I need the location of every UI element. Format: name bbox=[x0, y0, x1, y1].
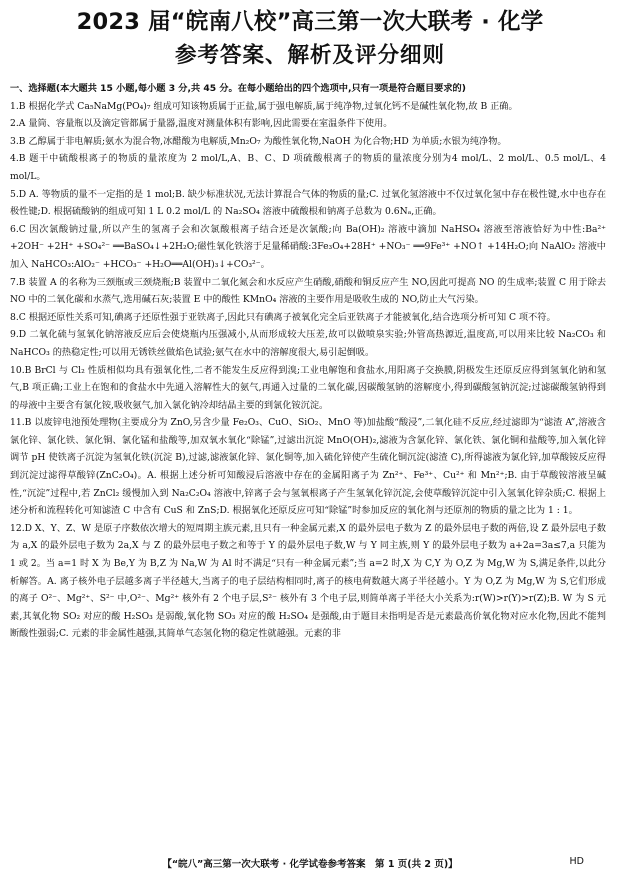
answer-explanation: BrCl 与 Cl₂ 性质相似均具有强氧化性,二者不能发生反应得到溴;工业电解饱和食盐水,用阳离子交换膜,阴极发生还原反应得到氢氧化钠和氢气,B 项正确;工业上在饱和的食盐水中先通入溶解性大的氨气,再通入过量的二氧化碳,因碳酸氢钠的溶解度小,得到碳酸氢钠沉淀;过滤碳酸氢钠得到的母液中主要含有氯化铵,吸收氨气,加入氯化钠冷却结晶主要的到氯化铵沉淀。 bbox=[10, 364, 606, 411]
answer-item bbox=[10, 309, 606, 327]
answer-number: 4.B bbox=[10, 153, 26, 165]
answer-number: 7.B bbox=[10, 276, 26, 288]
answer-item bbox=[10, 186, 606, 221]
page-footer bbox=[0, 856, 620, 870]
answer-number: 12.D bbox=[10, 522, 32, 534]
answer-item bbox=[10, 520, 606, 643]
answer-explanation: 根据化学式 Ca₅NaMg(PO₄)₇ 组成可知该物质属于正盐,属于强电解质,属于纯净物,过氧化钙不是碱性氧化物,故 B 正确。 bbox=[28, 100, 518, 112]
answer-item bbox=[10, 150, 606, 185]
answer-explanation: 因次氯酸钠过量,所以产生的氢离子会和次氯酸根离子结合还是次氯酸;向 Ba(OH)₂ 溶液中滴加 NaHSO₄ 溶液至溶液恰好为中性:Ba²⁺ +2OH⁻ +2H⁺ +SO₄²⁻ ══BaSO₄↓+2H₂O;磁性氧化铁溶于足量稀硝酸:3Fe₃O₄+28H⁺ +NO₃⁻ ══9Fe³⁺ +NO↑ +14H₂O;向 NaAlO₂ 溶液中加入 NaHCO₃:AlO₂⁻ +HCO₃⁻ +H₂O══Al(OH)₃↓+CO₃²⁻。 bbox=[10, 223, 606, 270]
answer-number: 2.A bbox=[10, 118, 26, 130]
answer-item bbox=[10, 326, 606, 361]
answer-explanation: 二氧化硫与氢氧化钠溶液反应后会使烧瓶内压强减小,从而形成较大压差,故可以做喷泉实验;外管高热源近,温度高,可以用来比较 Na₂CO₃ 和 NaHCO₃ 的热稳定性;可以用无锈铁丝做焰色试验;氨气在水中的溶解度很大,易引起倒吸。 bbox=[10, 329, 606, 358]
answer-item bbox=[10, 115, 606, 133]
answer-number: 6.C bbox=[10, 223, 26, 235]
answer-explanation: 乙醇属于非电解质;氨水为混合物,冰醋酸为电解质,Mn₂O₇ 为酸性氧化物,NaOH 为化合物;HD 为单质;水银为纯净物。 bbox=[28, 135, 507, 147]
answer-item bbox=[10, 221, 606, 274]
page-title: 2023 届“皖南八校”高三第一次大联考 · 化学 bbox=[76, 9, 544, 35]
answer-body bbox=[10, 80, 606, 643]
answer-explanation: 题干中硫酸根离子的物质的量浓度为 2 mol/L,A、B、C、D 项硫酸根离子的物质的量浓度分别为4 mol/L、2 mol/L、0.5 mol/L、4 mol/L。 bbox=[10, 153, 606, 182]
answer-explanation: 根据还原性关系可知,碘离子还原性强于亚铁离子,因此只有碘离子被氧化完全后亚铁离子才能被氧化,结合选项分析可知 C 项不符。 bbox=[28, 311, 556, 323]
answer-explanation: X、Y、Z、W 是原子序数依次增大的短周期主族元素,且只有一种金属元素,X 的最外层电子数为 Z 的最外层电子数的两倍,设 Z 最外层电子数为 a,X 的最外层电子数为 2a,X 与 Z 的最外层电子数之和等于 Y 的最外层电子数,W 与 Y 同主族,则 Y 的最外层电子数为 a+2a=3a≤7,a 只能为 1 或 2。当 a=1 时 X 为 Be,Y 为 B,Z 为 Na,W 为 Al 时不满足“只有一种金属元素”;当 a=2 时,X 为 C,Y 为 O,Z 为 Mg,W 为 S,满足条件,以此分析解答。A. 离子核外电子层越多离子半径越大,当离子的电子层结构相同时,离子的核电荷数越大离子半径越小。Y 为 O,Z 为 Mg,W 为 S,它们形成的离子 O²⁻、Mg²⁺、S²⁻ 中,O²⁻、Mg²⁺ 核外有 2 个电子层,S²⁻ 核外有 3 个电子层,则简单离子半径大小关系为:r(W)>r(Y)>r(Z);B. W 为 S 元素,其氧化物 SO₂ 对应的酸 H₂SO₃ 是弱酸,氧化物 SO₃ 对应的酸 H₂SO₄ 是强酸,由于题目未指明是否是元素最高价氧化物对应水化物,因此不能判断酸性强弱;C. 元素的非金属性越强,其简单气态氢化物的稳定性就越强。元素的非 bbox=[10, 522, 606, 640]
answer-item bbox=[10, 98, 606, 116]
answer-number: 11.B bbox=[10, 417, 32, 429]
answer-explanation: A. 等物质的量不一定指的是 1 mol;B. 缺少标准状况,无法计算混合气体的物质的量;C. 过氧化氢溶液中不仅过氧化氢中存在极性键,水中也存在极性键;D. 根据硫酸钠的组成可知 1 L 0.2 mol/L 的 Na₂SO₄ 溶液中硫酸根和钠离子总数为 0.6Nₐ,正确。 bbox=[10, 188, 607, 218]
answer-explanation: 装置 A 的名称为三颈瓶或三颈烧瓶;B 装置中二氧化氮会和水反应产生硝酸,硝酸和铜反应产生 NO,因此可提高 NO 的生成率;装置 C 用于除去 NO 中的二氧化碳和水蒸气,选用碱石灰;装置 E 中的酸性 KMnO₄ 溶液的主要作用是吸收生成的 NO,防止大气污染。 bbox=[10, 276, 607, 306]
answer-number: 9.D bbox=[10, 329, 27, 341]
answer-item bbox=[10, 414, 606, 520]
answer-number: 8.C bbox=[10, 311, 26, 323]
answer-list bbox=[10, 98, 606, 643]
answer-item bbox=[10, 133, 606, 151]
answer-explanation: 量筒、容量瓶以及滴定管都属于量器,温度对测量体积有影响,因此需要在室温条件下使用。 bbox=[28, 118, 393, 130]
answer-number: 1.B bbox=[10, 100, 26, 112]
footer-code: HD bbox=[569, 856, 584, 867]
footer-text: 【“皖八”高三第一次大联考 · 化学试卷参考答案 第 1 页(共 2 页)】 bbox=[162, 859, 458, 870]
page-subtitle: 参考答案、解析及评分细则 bbox=[174, 43, 445, 68]
answer-number: 3.B bbox=[10, 135, 26, 147]
answer-number: 5.D bbox=[10, 188, 27, 200]
section-heading: 一、选择题(本大题共 15 小题,每小题 3 分,共 45 分。在每小题给出的四个选项中,只有一项是符合题目要求的) bbox=[10, 83, 466, 94]
answer-number: 10.B bbox=[10, 364, 32, 376]
answer-explanation: 以废锌电池预处理物(主要成分为 ZnO,另含少量 Fe₂O₃、CuO、SiO₂、MnO 等)加盐酸“酸浸”,二氧化硅不反应,经过滤即为“滤渣 A”,溶液含氯化锌、氯化铁、氯化铜、氯化锰和盐酸等,加双氧水氧化“除锰”,过滤出沉淀 MnO(OH)₂,滤液为含氯化锌、氯化铁、氯化铜和盐酸等,加入氧化锌调节 pH 使铁离子沉淀为氢氧化铁(沉淀 B),过滤,滤液氯化锌、氯化铜等,加入硫化锌使产生硫化铜沉淀(滤渣 C),所得滤液为氯化锌,加草酸铵反应得到沉淀过滤得草酸锌(ZnC₂O₄)。A. 根据上述分析可知酸浸后溶液中存在的金属阳离子为 Zn²⁺、Fe³⁺、Cu²⁺ 和 Mn²⁺;B. 由于草酸铵溶液呈碱性,“沉淀”过程中,若 ZnCl₂ 缓慢加入到 Na₂C₂O₄ 溶液中,锌离子会与氢氧根离子产生氢氧化锌沉淀,会使草酸锌沉淀中引入氢氧化锌杂质;C. 根据上述分析和流程转化可知滤渣 C 中含有 CuS 和 ZnS;D. 根据氧化还原反应可知“除锰”时参加反应的氧化剂与还原剂的物质的量之比为 1 : 1。 bbox=[10, 417, 606, 517]
answer-item bbox=[10, 274, 606, 309]
answer-item bbox=[10, 362, 606, 415]
